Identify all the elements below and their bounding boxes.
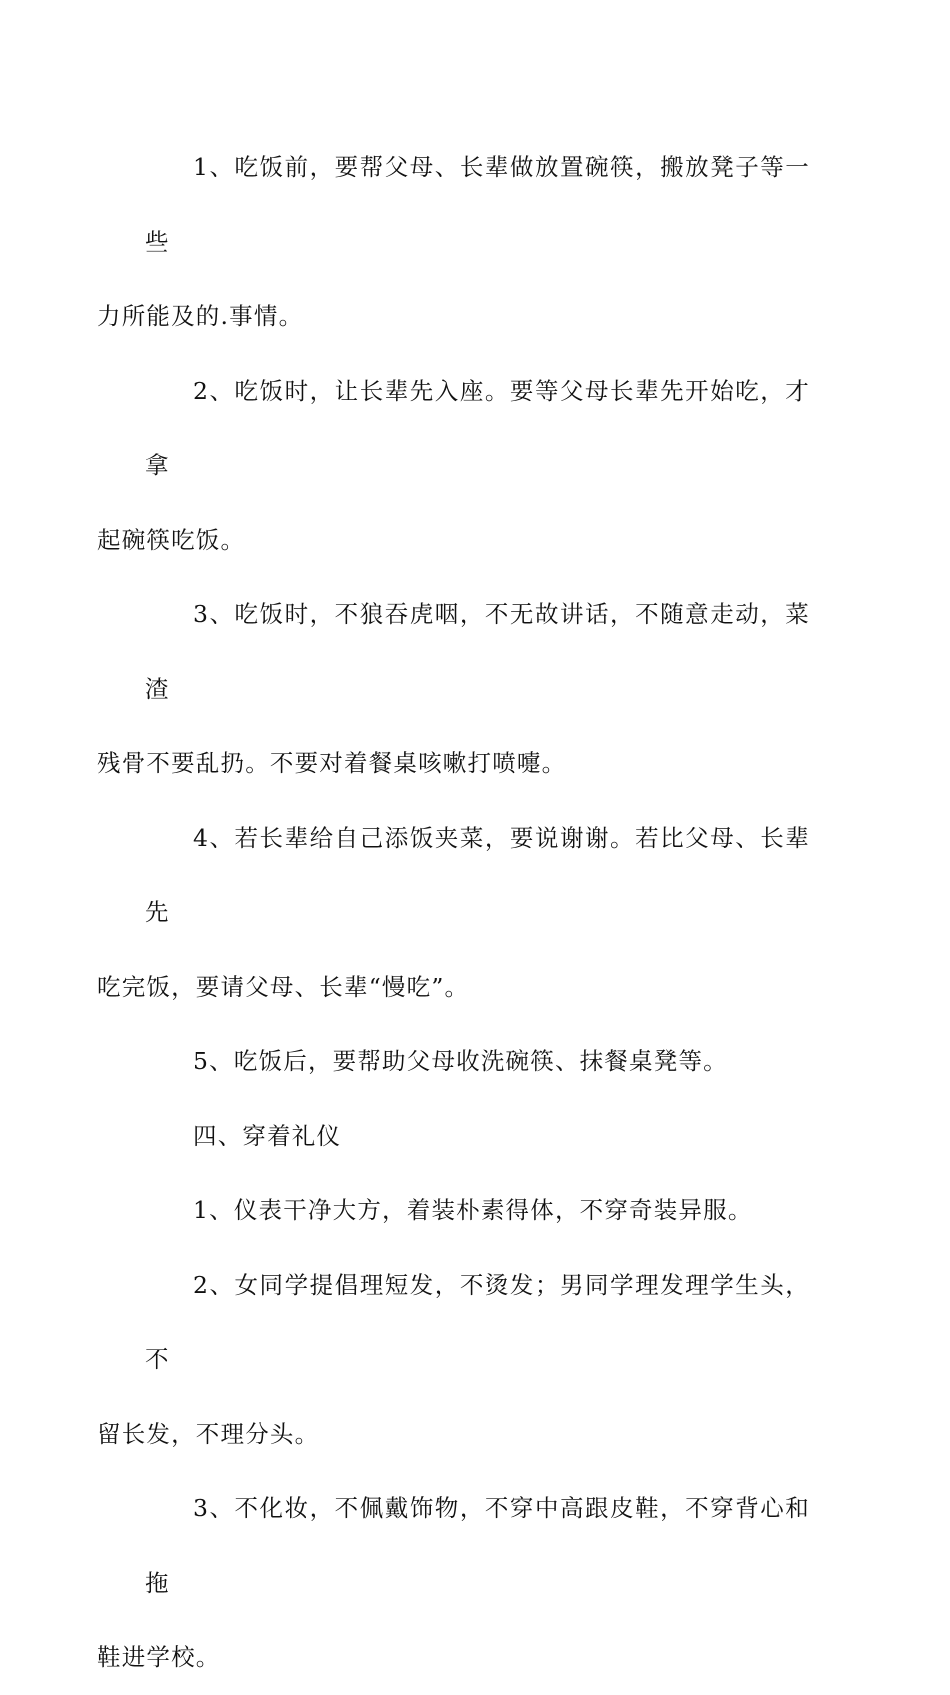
text-line: 1、吃饭前，要帮父母、长辈做放置碗筷，搬放凳子等一些 — [145, 153, 810, 256]
text-line: 2、吃饭时，让长辈先入座。要等父母长辈先开始吃，才拿 — [145, 376, 810, 479]
text-line: 留长发，不理分头。 — [97, 1419, 320, 1448]
text-line: 3、不化妆，不佩戴饰物，不穿中高跟皮鞋，不穿背心和拖 — [145, 1494, 810, 1597]
heading-text: 四、穿着礼仪 — [193, 1121, 342, 1150]
text-line: 5、吃饭后，要帮助父母收洗碗筷、抹餐桌凳等。 — [193, 1047, 728, 1075]
paragraph-dress-2 — [97, 1248, 810, 1472]
paragraph-dining-2 — [97, 354, 810, 578]
text-line: 1、仪表干净大方，着装朴素得体，不穿奇装异服。 — [193, 1196, 753, 1224]
text-line: 残骨不要乱扔。不要对着餐桌咳嗽打喷嚏。 — [97, 749, 567, 777]
section-heading — [145, 1099, 810, 1174]
text-line: 3、吃饭时，不狼吞虎咽，不无故讲话，不随意走动，菜渣 — [145, 600, 810, 703]
document-body — [97, 130, 810, 1695]
text-line: 起碗筷吃饭。 — [97, 525, 246, 554]
text-line: 力所能及的.事情。 — [97, 302, 304, 330]
text-line: 吃完饭，要请父母、长辈“慢吃”。 — [97, 972, 470, 1001]
paragraph-dress-3 — [97, 1471, 810, 1695]
text-line: 鞋进学校。 — [97, 1643, 221, 1671]
paragraph-dining-4 — [97, 801, 810, 1025]
text-line: 2、女同学提倡理短发，不烫发；男同学理发理学生头，不 — [145, 1270, 810, 1373]
paragraph-dining-1 — [97, 130, 810, 354]
paragraph-dining-5 — [145, 1024, 810, 1099]
paragraph-dining-3 — [97, 577, 810, 801]
text-line: 4、若长辈给自己添饭夹菜，要说谢谢。若比父母、长辈先 — [145, 823, 810, 926]
paragraph-dress-1 — [145, 1173, 810, 1248]
